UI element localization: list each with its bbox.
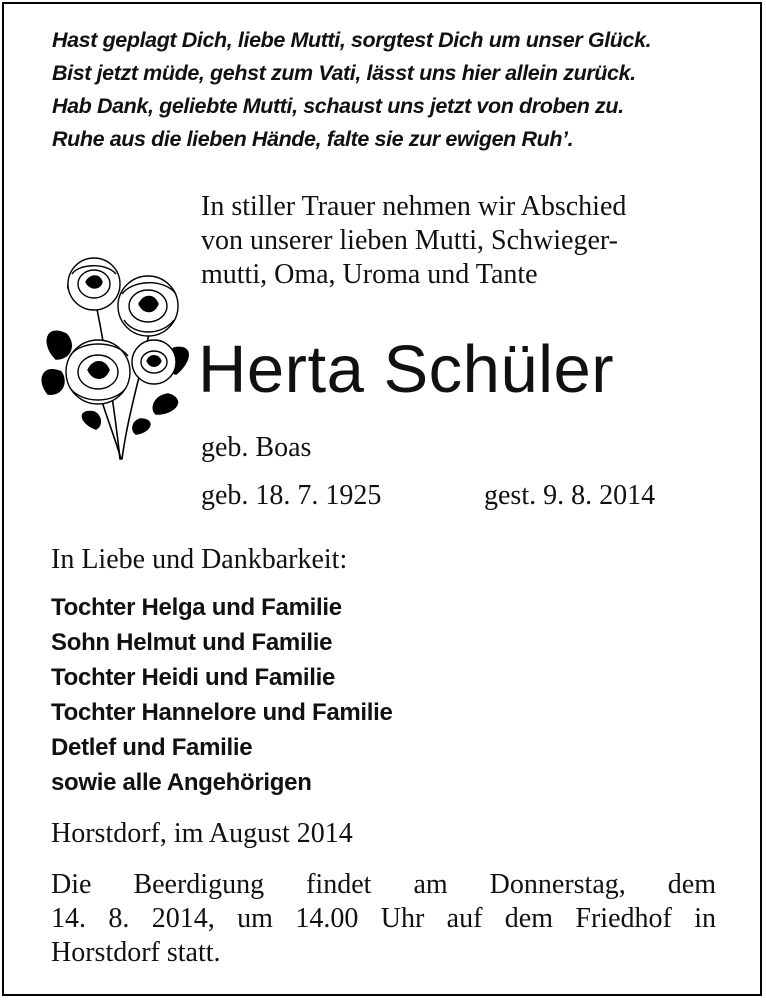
poem-line: Bist jetzt müde, gehst zum Vati, lässt uns hier allein zurück. <box>52 61 636 85</box>
intro-text <box>201 190 721 292</box>
poem-line: Hab Dank, geliebte Mutti, schaust uns jetzt von droben zu. <box>52 94 624 118</box>
poem-line: Hast geplagt Dich, liebe Mutti, sorgtest Dich um unser Glück. <box>52 28 652 52</box>
mourner-item: Sohn Helmut und Familie <box>51 629 333 656</box>
mourner-item: Detlef und Familie <box>51 734 253 761</box>
mourner-item: Tochter Helga und Familie <box>51 594 342 621</box>
roses-icon <box>36 244 196 464</box>
mourners-list <box>51 590 393 800</box>
intro-line: mutti, Oma, Uroma und Tante <box>201 259 538 290</box>
funeral-line: 14. 8. 2014, um 14.00 Uhr auf dem Friedhof in <box>51 903 716 934</box>
mourners-heading: In Liebe und Dankbarkeit: <box>51 544 348 575</box>
funeral-line: Die Beerdigung findet am Donnerstag, dem <box>51 869 716 900</box>
mourner-item: sowie alle Angehörigen <box>51 769 312 796</box>
birth-date: geb. 18. 7. 1925 <box>201 480 382 511</box>
poem <box>52 24 752 156</box>
intro-line: von unserer lieben Mutti, Schwieger- <box>201 225 618 256</box>
life-dates <box>201 480 691 512</box>
maiden-name: geb. Boas <box>201 432 312 463</box>
mourner-item: Tochter Hannelore und Familie <box>51 699 393 726</box>
mourner-item: Tochter Heidi und Familie <box>51 664 336 691</box>
poem-line: Ruhe aus die lieben Hände, falte sie zur ewigen Ruh’. <box>52 127 574 151</box>
funeral-notice <box>51 868 716 970</box>
funeral-line: Horstdorf statt. <box>51 937 221 968</box>
intro-line: In stiller Trauer nehmen wir Abschied <box>201 191 627 222</box>
deceased-name: Herta Schüler <box>198 332 615 407</box>
death-date: gest. 9. 8. 2014 <box>484 480 656 511</box>
place-and-date: Horstdorf, im August 2014 <box>51 818 353 849</box>
